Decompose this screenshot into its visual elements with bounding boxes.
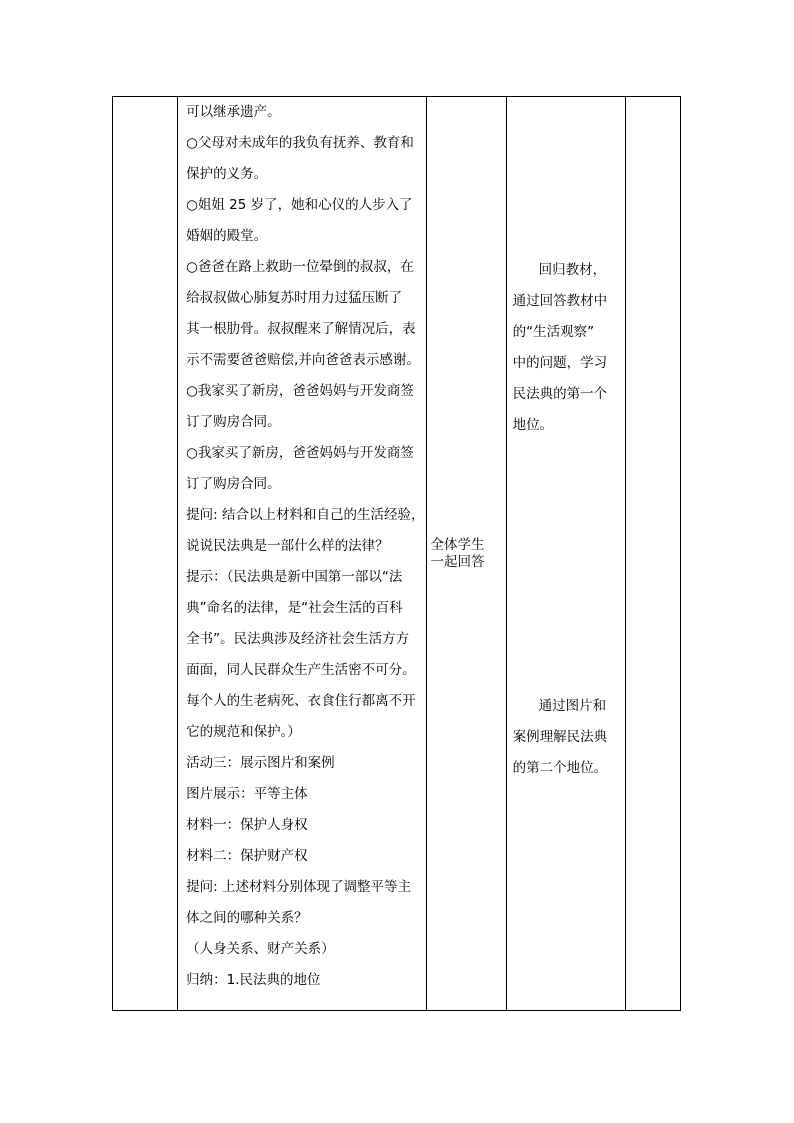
content-line: 每个人的生老病死、衣食住行都离不开 xyxy=(186,693,416,709)
design-intent-line: 中的问题，学习 xyxy=(512,355,608,371)
content-line: 提问: 结合以上材料和自己的生活经验， xyxy=(186,507,425,523)
content-line: 保护的义务。 xyxy=(186,166,268,182)
content-line: 示不需要爸爸赔偿,并向爸爸表示感谢。 xyxy=(186,352,420,368)
design-intent-cell xyxy=(506,97,625,1011)
content-line: ○父母对未成年的我负有抚养、教育和 xyxy=(186,135,414,151)
content-line: 全书”。民法典涉及经济社会生活方方 xyxy=(186,631,410,647)
student-activity-cell xyxy=(426,97,506,1011)
content-line: 其一根肋骨。叔叔醒来了解情况后，表 xyxy=(186,321,416,337)
content-line: 订了购房合同。 xyxy=(186,476,281,492)
table-row xyxy=(113,97,681,1011)
content-line: 说说民法典是一部什么样的法律？ xyxy=(186,538,389,554)
content-line: 图片展示：平等主体 xyxy=(186,786,308,802)
content-line: 可以继承遗产。 xyxy=(186,104,281,120)
content-line: ○姐姐 25 岁了，她和心仪的人步入了 xyxy=(186,197,413,213)
content-line: 归纳：1.民法典的地位 xyxy=(186,972,321,988)
design-intent-line: 的“生活观察” xyxy=(512,324,595,340)
content-line: 提示：（民法典是新中国第一部以“法 xyxy=(186,569,403,585)
design-intent-line: 地位。 xyxy=(512,417,554,433)
content-line: 材料二：保护财产权 xyxy=(186,848,308,864)
content-line: ○爸爸在路上救助一位晕倒的叔叔，在 xyxy=(186,259,414,275)
design-intent-line: 民法典的第一个 xyxy=(512,386,608,402)
design-intent-line: 的第二个地位。 xyxy=(512,760,608,776)
design-intent-line: 通过图片和 xyxy=(538,698,607,714)
teaching-content-cell xyxy=(178,97,426,1011)
student-activity-line: 一起回答 xyxy=(430,553,485,570)
lesson-plan-table xyxy=(112,96,681,1011)
content-line: ○我家买了新房，爸爸妈妈与开发商签 xyxy=(186,383,414,399)
content-line: ○我家买了新房，爸爸妈妈与开发商签 xyxy=(186,445,414,461)
blank-column-cell xyxy=(113,97,178,1011)
content-line: （人身关系、财产关系） xyxy=(186,941,335,957)
design-intent-block-1 xyxy=(513,255,621,441)
content-line: 典”命名的法律，是“社会生活的百科 xyxy=(186,600,403,616)
content-line: 订了购房合同。 xyxy=(186,414,281,430)
blank-column-cell xyxy=(625,97,680,1011)
design-intent-line: 案例理解民法典 xyxy=(512,729,608,745)
content-line: 体之间的哪种关系？ xyxy=(186,910,308,926)
design-intent-line: 回归教材， xyxy=(538,262,607,278)
content-line: 面面，同人民群众生产生活密不可分。 xyxy=(186,662,416,678)
content-line: 它的规范和保护。） xyxy=(186,724,301,740)
content-line: 给叔叔做心肺复苏时用力过猛压断了 xyxy=(186,290,403,306)
design-intent-line: 通过回答教材中 xyxy=(512,293,608,309)
content-line: 婚姻的殿堂。 xyxy=(186,228,268,244)
content-line: 提问: 上述材料分别体现了调整平等主 xyxy=(186,879,411,895)
content-line: 活动三：展示图片和案例 xyxy=(186,755,335,771)
student-activity-line: 全体学生 xyxy=(430,536,485,553)
content-line: 材料一：保护人身权 xyxy=(186,817,308,833)
design-intent-block-2 xyxy=(513,691,621,784)
